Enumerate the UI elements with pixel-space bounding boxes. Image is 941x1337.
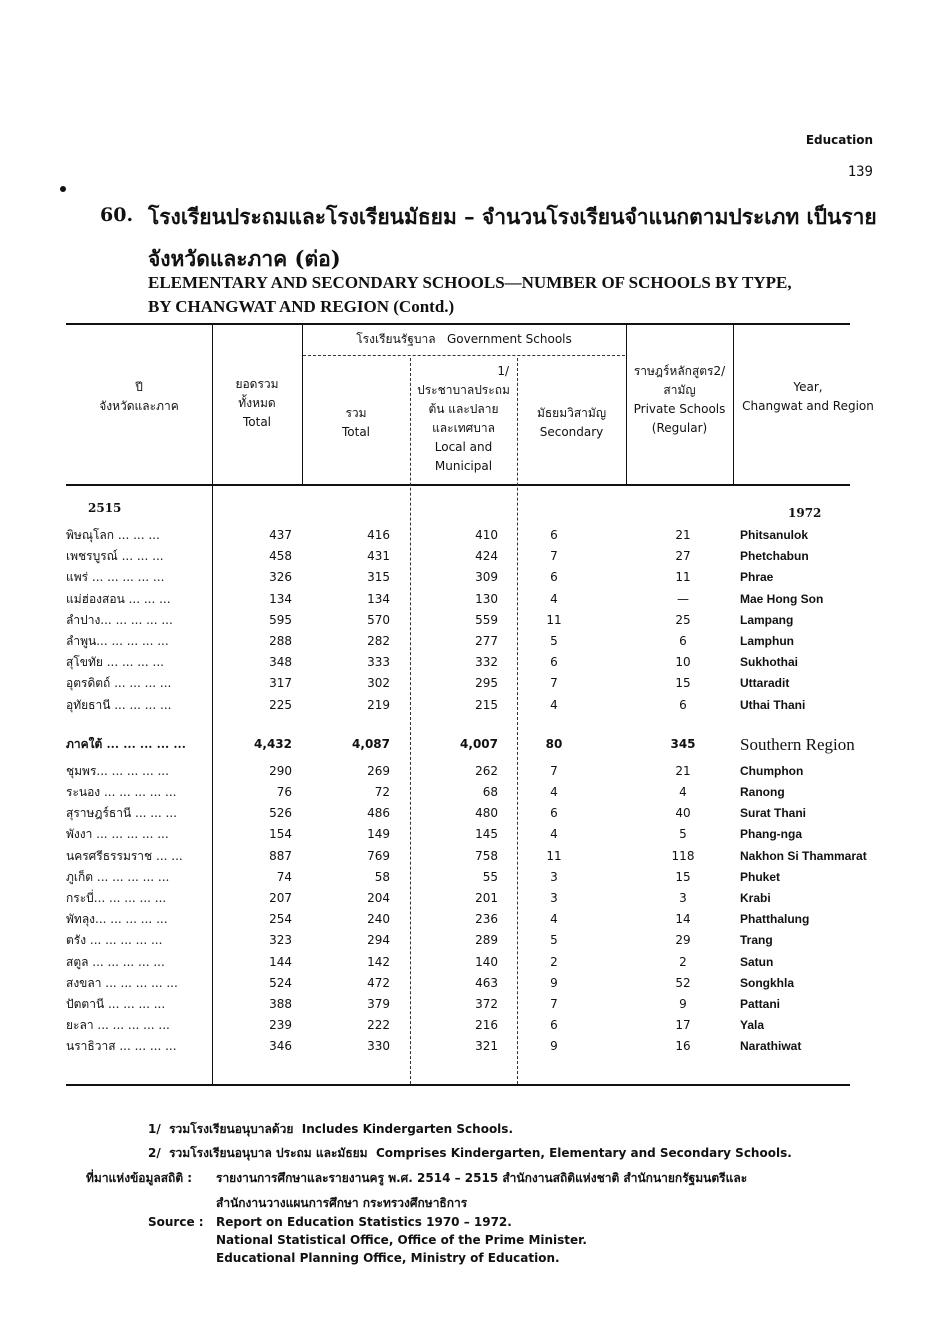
header-private-th2: สามัญ xyxy=(663,383,696,397)
cell-total: 437 xyxy=(269,528,292,542)
cell-total: 317 xyxy=(269,676,292,691)
cell-private: 5 xyxy=(679,827,687,842)
header-total-th2: ทั้งหมด xyxy=(238,396,276,410)
cell-gov-total: 282 xyxy=(367,634,390,648)
cell-changwat-en: Krabi xyxy=(740,891,771,905)
cell-secondary: 5 xyxy=(550,933,558,948)
cell-local-municipal: 758 xyxy=(475,848,498,863)
header-total xyxy=(212,375,302,432)
header-local-th2: ต้น และปลาย xyxy=(428,402,499,416)
cell-total: 346 xyxy=(269,1039,292,1054)
cell-secondary: 11 xyxy=(546,848,562,863)
cell-local-municipal: 130 xyxy=(475,591,498,606)
cell-private: 3 xyxy=(679,891,687,905)
cell-changwat-en: Ranong xyxy=(740,785,785,799)
footnote-2-mark: 2/ xyxy=(148,1146,161,1160)
title-english-line1: ELEMENTARY AND SECONDARY SCHOOLS—NUMBER OF SCHOOLS BY TYPE, xyxy=(148,273,792,292)
header-year-th: ปี xyxy=(135,380,143,394)
cell-changwat-en: Uttaradit xyxy=(740,676,790,691)
cell-gov-total: 294 xyxy=(367,933,390,948)
cell-local-municipal: 410 xyxy=(475,528,498,542)
cell-local-municipal: 332 xyxy=(475,655,498,670)
cell-changwat-th: ลำปาง... ... ... ... ... xyxy=(66,612,173,627)
cell-total: 4,432 xyxy=(254,736,292,751)
header-local-th3: และเทศบาล xyxy=(432,421,495,435)
cell-private: 9 xyxy=(679,997,687,1011)
header-local-municipal xyxy=(410,362,517,476)
cell-private: 4 xyxy=(679,785,687,799)
cell-gov-total: 769 xyxy=(367,848,390,863)
cell-total: 526 xyxy=(269,806,292,821)
cell-changwat-th: อุตรดิตถ์ ... ... ... ... xyxy=(66,676,172,691)
cell-changwat-th: สุราษฎร์ธานี ... ... ... xyxy=(66,806,177,821)
year-th: 2515 xyxy=(88,501,122,515)
table-row xyxy=(66,803,849,824)
cell-private: 40 xyxy=(675,806,691,821)
cell-changwat-th: นราธิวาส ... ... ... ... xyxy=(66,1039,177,1054)
cell-changwat-en: Yala xyxy=(740,1018,765,1033)
cell-local-municipal: 321 xyxy=(475,1039,498,1054)
cell-local-municipal: 201 xyxy=(475,891,498,905)
header-private-en2: (Regular) xyxy=(651,421,708,435)
cell-private: 118 xyxy=(671,848,695,863)
cell-gov-total: 570 xyxy=(367,612,390,627)
cell-secondary: 9 xyxy=(550,1039,558,1054)
table-row xyxy=(66,888,849,909)
source-en-line1: Report on Education Statistics 1970 – 1972. xyxy=(216,1215,512,1229)
header-gov-total-en: Total xyxy=(341,425,371,439)
cell-private: 10 xyxy=(675,655,691,670)
table-row xyxy=(66,952,849,973)
source-th-label: ที่มาแห่งข้อมูลสถิติ : xyxy=(86,1171,193,1185)
table-bottom-rule xyxy=(66,1084,850,1086)
table-row xyxy=(66,546,849,567)
cell-gov-total: 4,087 xyxy=(352,736,390,751)
cell-total: 134 xyxy=(269,591,292,606)
cell-changwat-th: สุโขทัย ... ... ... ... xyxy=(66,655,164,670)
cell-gov-total: 72 xyxy=(374,785,390,799)
header-gov-group-en: Government Schools xyxy=(447,332,572,346)
cell-changwat-th: นครศรีธรรมราช ... ... xyxy=(66,848,183,863)
cell-changwat-th: ปัตตานี ... ... ... ... xyxy=(66,997,166,1011)
cell-private: 52 xyxy=(675,975,691,990)
header-secondary-en: Secondary xyxy=(539,425,604,439)
cell-secondary: 7 xyxy=(550,676,558,691)
header-local-note: 1/ xyxy=(497,364,509,378)
footnote-1 xyxy=(148,1120,513,1139)
cell-changwat-th: พังงา ... ... ... ... ... xyxy=(66,827,169,842)
cell-gov-total: 315 xyxy=(367,570,390,585)
cell-total: 207 xyxy=(269,891,292,905)
cell-total: 239 xyxy=(269,1018,292,1033)
year-en: 1972 xyxy=(788,506,822,520)
cell-changwat-en: Lamphun xyxy=(740,634,794,648)
cell-private: 345 xyxy=(670,736,696,751)
cell-secondary: 4 xyxy=(550,697,558,712)
cell-secondary: 3 xyxy=(550,891,558,905)
cell-secondary: 80 xyxy=(545,736,563,751)
cell-total: 154 xyxy=(269,827,292,842)
cell-total: 388 xyxy=(269,997,292,1011)
cell-gov-total: 379 xyxy=(367,997,390,1011)
section-label: Education xyxy=(805,133,873,147)
cell-changwat-en: Phitsanulok xyxy=(740,528,809,542)
cell-local-municipal: 216 xyxy=(475,1018,498,1033)
cell-gov-total: 240 xyxy=(367,912,390,927)
cell-changwat-th: สตูล ... ... ... ... ... xyxy=(66,954,165,969)
table-row xyxy=(66,631,849,652)
cell-changwat-en: Trang xyxy=(740,933,773,948)
table-row xyxy=(66,909,849,930)
cell-private: 27 xyxy=(675,549,691,564)
header-local-th1: ประชาบาลประถม xyxy=(417,383,510,397)
table-row xyxy=(66,1036,849,1057)
title-english-line2: BY CHANGWAT AND REGION (Contd.) xyxy=(148,297,455,316)
cell-local-municipal: 289 xyxy=(475,933,498,948)
cell-secondary: 4 xyxy=(550,591,558,606)
header-secondary xyxy=(517,404,626,442)
footnote-2-th: รวมโรงเรียนอนุบาล ประถม และมัธยม xyxy=(169,1146,368,1160)
cell-changwat-th: แพร่ ... ... ... ... ... xyxy=(66,570,165,585)
cell-private: 16 xyxy=(675,1039,691,1054)
table-row xyxy=(66,761,849,782)
cell-changwat-th: เพชรบูรณ์ ... ... ... xyxy=(66,549,164,564)
header-gov-total xyxy=(302,404,410,442)
page-number: 139 xyxy=(847,164,873,180)
title-thai-line2: จังหวัดและภาค (ต่อ) xyxy=(148,246,341,271)
cell-changwat-en: Phuket xyxy=(740,869,781,884)
cell-changwat-en: Pattani xyxy=(740,997,781,1011)
cell-gov-total: 431 xyxy=(367,549,390,564)
header-total-en: Total xyxy=(242,415,272,429)
gov-group-divider xyxy=(303,355,625,356)
cell-gov-total: 486 xyxy=(367,806,390,821)
header-year-changwat-en xyxy=(733,378,883,416)
table-number: 60. xyxy=(100,204,134,226)
cell-changwat-en: Nakhon Si Thammarat xyxy=(740,848,867,863)
cell-total: 323 xyxy=(269,933,292,948)
cell-changwat-th: ลำพูน... ... ... ... ... xyxy=(66,634,169,648)
cell-gov-total: 302 xyxy=(367,676,390,691)
cell-private: 15 xyxy=(675,676,691,691)
cell-total: 348 xyxy=(269,655,292,670)
cell-changwat-th: ยะลา ... ... ... ... ... xyxy=(66,1018,170,1033)
cell-private: 14 xyxy=(675,912,691,927)
table-row xyxy=(66,567,849,588)
cell-local-municipal: 559 xyxy=(475,612,498,627)
cell-total: 288 xyxy=(269,634,292,648)
cell-gov-total: 222 xyxy=(367,1018,390,1033)
cell-changwat-en: Phetchabun xyxy=(740,549,809,564)
header-private-en1: Private Schools xyxy=(633,402,726,416)
cell-local-municipal: 4,007 xyxy=(460,736,498,751)
table-row xyxy=(66,1015,849,1036)
cell-local-municipal: 463 xyxy=(475,975,498,990)
table-row xyxy=(66,695,849,716)
cell-changwat-en: Narathiwat xyxy=(740,1039,802,1054)
cell-gov-total: 149 xyxy=(367,827,390,842)
cell-total: 225 xyxy=(269,697,292,712)
table-row xyxy=(66,610,849,631)
header-gov-total-th: รวม xyxy=(345,406,367,420)
header-year-en: Year, xyxy=(793,380,823,394)
source-th-line1: รายงานการศึกษาและรายงานครู พ.ศ. 2514 – 2515 สำนักงานสถิติแห่งชาติ สำนักนายกรัฐมนตรีและ xyxy=(216,1171,748,1185)
cell-local-municipal: 68 xyxy=(482,785,498,799)
cell-gov-total: 58 xyxy=(374,869,390,884)
cell-gov-total: 333 xyxy=(367,655,390,670)
cell-private: 21 xyxy=(675,763,691,778)
cell-changwat-th: ภูเก็ต ... ... ... ... ... xyxy=(66,869,170,884)
header-year-changwat-th xyxy=(66,378,212,416)
cell-changwat-th: อุทัยธานี ... ... ... ... xyxy=(66,697,172,712)
cell-local-municipal: 372 xyxy=(475,997,498,1011)
cell-total: 76 xyxy=(276,785,292,799)
header-gov-group-th: โรงเรียนรัฐบาล xyxy=(356,332,436,346)
cell-secondary: 9 xyxy=(550,975,558,990)
cell-changwat-en: Chumphon xyxy=(740,763,804,778)
cell-secondary: 4 xyxy=(550,827,558,842)
margin-mark xyxy=(60,186,66,192)
table-row xyxy=(66,846,867,867)
table-row xyxy=(66,994,849,1015)
header-local-en2: Municipal xyxy=(434,459,493,473)
cell-gov-total: 416 xyxy=(367,528,390,542)
cell-total: 326 xyxy=(269,570,292,585)
cell-private: 6 xyxy=(679,697,687,712)
cell-private: 29 xyxy=(675,933,691,948)
header-local-en1: Local and xyxy=(434,440,493,454)
source-en-line2: National Statistical Office, Office of the Prime Minister. xyxy=(216,1233,587,1247)
cell-secondary: 2 xyxy=(550,954,558,969)
cell-changwat-en: Lampang xyxy=(740,612,794,627)
cell-total: 887 xyxy=(269,848,292,863)
cell-local-municipal: 145 xyxy=(475,827,498,842)
header-changwat-th: จังหวัดและภาค xyxy=(99,399,179,413)
cell-local-municipal: 480 xyxy=(475,806,498,821)
cell-local-municipal: 215 xyxy=(475,697,498,712)
cell-secondary: 11 xyxy=(546,612,562,627)
cell-gov-total: 142 xyxy=(367,954,390,969)
table-row xyxy=(66,973,849,994)
cell-gov-total: 330 xyxy=(367,1039,390,1054)
footnote-1-th: รวมโรงเรียนอนุบาลด้วย xyxy=(169,1122,294,1136)
table-row xyxy=(66,589,849,610)
cell-total: 458 xyxy=(269,549,292,564)
cell-local-municipal: 55 xyxy=(482,869,498,884)
cell-changwat-en: Satun xyxy=(740,954,774,969)
cell-changwat-en: Phrae xyxy=(740,570,774,585)
cell-private: — xyxy=(677,591,689,606)
cell-local-municipal: 277 xyxy=(475,634,498,648)
cell-total: 74 xyxy=(276,869,292,884)
cell-changwat-en: Sukhothai xyxy=(740,655,799,670)
cell-secondary: 6 xyxy=(550,806,558,821)
source-en-label: Source : xyxy=(148,1215,204,1229)
cell-secondary: 6 xyxy=(550,528,558,542)
cell-secondary: 3 xyxy=(550,869,558,884)
cell-changwat-th: แม่ฮ่องสอน ... ... ... xyxy=(66,591,171,606)
cell-private: 6 xyxy=(679,634,687,648)
cell-secondary: 6 xyxy=(550,570,558,585)
cell-changwat-th: พัทลุง... ... ... ... ... xyxy=(66,912,168,927)
cell-changwat-th: ตรัง ... ... ... ... ... xyxy=(66,933,163,948)
cell-secondary: 5 xyxy=(550,634,558,648)
cell-local-municipal: 140 xyxy=(475,954,498,969)
table-row xyxy=(66,673,849,694)
cell-total: 144 xyxy=(269,954,292,969)
cell-changwat-en: Songkhla xyxy=(740,975,795,990)
cell-local-municipal: 295 xyxy=(475,676,498,691)
table-row xyxy=(66,867,849,888)
footnote-1-en: Includes Kindergarten Schools. xyxy=(301,1122,513,1136)
title-thai-line1: โรงเรียนประถมและโรงเรียนมัธยม – จำนวนโรงเรียนจำแนกตามประเภท เป็นราย xyxy=(148,204,877,229)
header-private-th1: ราษฎร์หลักสูตร2/ xyxy=(633,364,726,378)
cell-changwat-en: Phatthalung xyxy=(740,912,810,927)
cell-local-municipal: 236 xyxy=(475,912,498,927)
footnote-1-mark: 1/ xyxy=(148,1122,161,1136)
region-total-row xyxy=(66,734,855,755)
cell-gov-total: 269 xyxy=(367,763,390,778)
header-gov-group xyxy=(302,330,626,349)
cell-changwat-th: ระนอง ... ... ... ... ... xyxy=(66,785,177,799)
cell-total: 290 xyxy=(269,763,292,778)
footnote-2-en: Comprises Kindergarten, Elementary and Secondary Schools. xyxy=(375,1146,792,1160)
cell-secondary: 7 xyxy=(550,997,558,1011)
header-total-th1: ยอดรวม xyxy=(235,377,279,391)
cell-private: 15 xyxy=(675,869,691,884)
header-changwat-en: Changwat and Region xyxy=(742,399,874,413)
header-private xyxy=(626,362,733,438)
cell-secondary: 7 xyxy=(550,549,558,564)
cell-changwat-en: Surat Thani xyxy=(740,806,807,821)
table-row xyxy=(66,930,849,951)
cell-gov-total: 204 xyxy=(367,891,390,905)
cell-private: 25 xyxy=(675,612,691,627)
cell-private: 21 xyxy=(675,528,691,542)
table-row xyxy=(66,525,849,546)
cell-secondary: 4 xyxy=(550,912,558,927)
source-th-line2: สำนักงานวางแผนการศึกษา กระทรวงศึกษาธิการ xyxy=(216,1196,468,1210)
cell-changwat-en: Phang-nga xyxy=(740,827,802,842)
cell-private: 11 xyxy=(675,570,691,585)
table-row xyxy=(66,782,849,803)
cell-gov-total: 219 xyxy=(367,697,390,712)
cell-gov-total: 134 xyxy=(367,591,390,606)
cell-total: 595 xyxy=(269,612,292,627)
source-en-line3: Educational Planning Office, Ministry of Education. xyxy=(216,1251,560,1265)
cell-changwat-th: กระบี่... ... ... ... ... xyxy=(66,891,167,905)
footnote-2 xyxy=(148,1144,792,1163)
header-secondary-th: มัธยมวิสามัญ xyxy=(536,406,607,420)
cell-changwat-th: ภาคใต้ ... ... ... ... ... xyxy=(66,736,186,751)
cell-secondary: 7 xyxy=(550,763,558,778)
cell-changwat-en: Mae Hong Son xyxy=(740,591,824,606)
cell-local-municipal: 262 xyxy=(475,763,498,778)
cell-local-municipal: 424 xyxy=(475,549,498,564)
cell-local-municipal: 309 xyxy=(475,570,498,585)
cell-private: 2 xyxy=(679,954,687,969)
table-row xyxy=(66,824,849,845)
cell-total: 524 xyxy=(269,975,292,990)
cell-changwat-en: Southern Region xyxy=(740,734,855,754)
cell-changwat-en: Uthai Thani xyxy=(740,697,806,712)
cell-changwat-th: สงขลา ... ... ... ... ... xyxy=(66,975,178,990)
cell-total: 254 xyxy=(269,912,292,927)
cell-changwat-th: ชุมพร... ... ... ... ... xyxy=(66,763,169,778)
cell-secondary: 6 xyxy=(550,1018,558,1033)
cell-gov-total: 472 xyxy=(367,975,390,990)
cell-secondary: 4 xyxy=(550,785,558,799)
cell-private: 17 xyxy=(675,1018,691,1033)
table-row xyxy=(66,652,849,673)
cell-secondary: 6 xyxy=(550,655,558,670)
cell-changwat-th: พิษณุโลก ... ... ... xyxy=(66,528,160,542)
